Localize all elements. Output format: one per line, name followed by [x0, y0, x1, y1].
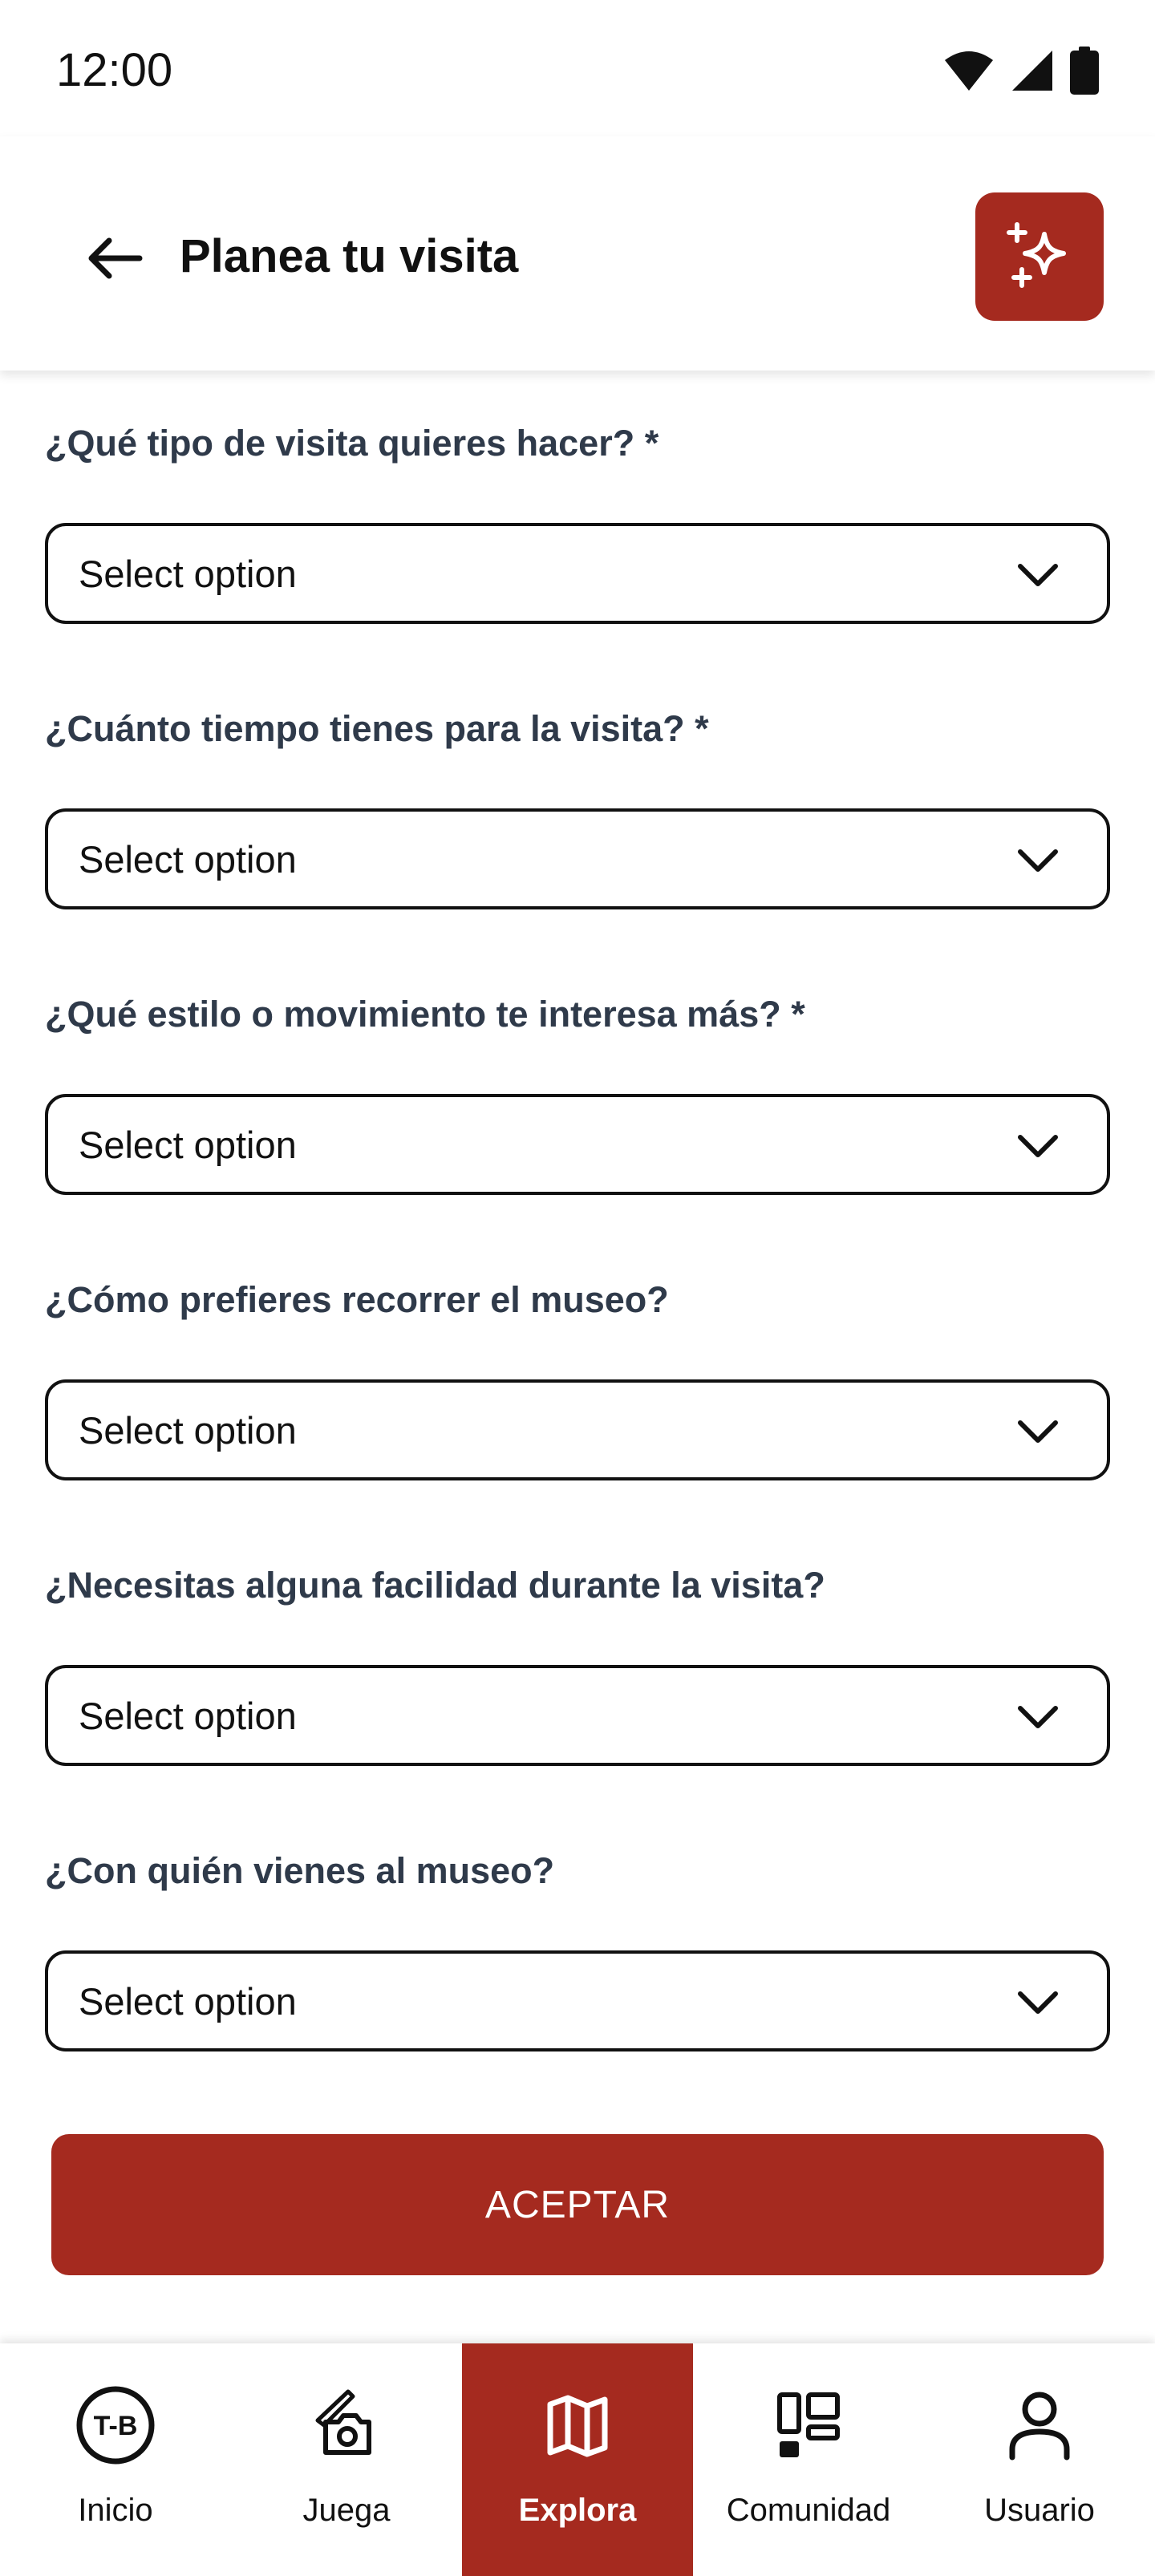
select-value: Select option	[79, 838, 297, 881]
companions-select[interactable]	[45, 1950, 1110, 2051]
sparkles-icon	[1003, 220, 1076, 294]
select-value: Select option	[79, 1695, 297, 1737]
ai-suggest-button[interactable]	[975, 192, 1104, 321]
bottom-navigation	[0, 2343, 1155, 2576]
back-button[interactable]	[74, 218, 154, 298]
chevron-down-icon	[1015, 839, 1060, 884]
arrow-left-icon	[85, 236, 143, 281]
chevron-down-icon	[1015, 1410, 1060, 1455]
select-value: Select option	[79, 1980, 297, 2023]
nav-label: Inicio	[78, 2493, 153, 2528]
field-label: ¿Necesitas alguna facilidad durante la visita?	[45, 1565, 825, 1606]
field-label: ¿Qué estilo o movimiento te interesa más? *	[45, 994, 805, 1035]
nav-label: Explora	[518, 2493, 637, 2528]
chevron-down-icon	[1015, 1695, 1060, 1740]
field-label: ¿Con quién vienes al museo?	[45, 1850, 555, 1891]
tb-logo-icon	[75, 2385, 156, 2465]
nav-item-explora[interactable]	[462, 2343, 693, 2576]
field-label: ¿Cuánto tiempo tienes para la visita? *	[45, 708, 709, 749]
nav-label: Comunidad	[726, 2493, 891, 2528]
top-app-bar	[0, 136, 1155, 371]
visit-type-select[interactable]	[45, 523, 1110, 624]
nav-label: Juega	[302, 2493, 391, 2528]
accessibility-select[interactable]	[45, 1665, 1110, 1766]
nav-item-juega[interactable]	[231, 2343, 462, 2576]
chevron-down-icon	[1015, 1981, 1060, 2026]
select-value: Select option	[79, 553, 297, 595]
chevron-down-icon	[1015, 1124, 1060, 1169]
accept-button[interactable]: ACEPTAR	[51, 2134, 1104, 2275]
field-label: ¿Qué tipo de visita quieres hacer? *	[45, 423, 659, 464]
chevron-down-icon	[1015, 553, 1060, 598]
status-time: 12:00	[56, 44, 173, 96]
dashboard-icon	[768, 2385, 849, 2465]
nav-label: Usuario	[984, 2493, 1095, 2528]
svg-text:T-B: T-B	[93, 2411, 138, 2441]
status-icons	[943, 47, 1099, 99]
nav-item-comunidad[interactable]	[693, 2343, 924, 2576]
nav-item-inicio[interactable]	[0, 2343, 231, 2576]
field-label: ¿Cómo prefieres recorrer el museo?	[45, 1279, 669, 1320]
user-icon	[999, 2385, 1080, 2465]
tour-mode-select[interactable]	[45, 1379, 1110, 1480]
signal-icon	[1011, 49, 1054, 96]
status-bar	[0, 0, 1155, 136]
wifi-icon	[943, 49, 995, 96]
select-value: Select option	[79, 1124, 297, 1166]
camera-brush-icon	[306, 2385, 387, 2465]
art-style-select[interactable]	[45, 1094, 1110, 1195]
map-icon	[537, 2385, 618, 2465]
battery-icon	[1070, 47, 1099, 99]
nav-item-usuario[interactable]	[924, 2343, 1155, 2576]
visit-duration-select[interactable]	[45, 808, 1110, 909]
select-value: Select option	[79, 1409, 297, 1452]
page-title: Planea tu visita	[180, 230, 519, 282]
